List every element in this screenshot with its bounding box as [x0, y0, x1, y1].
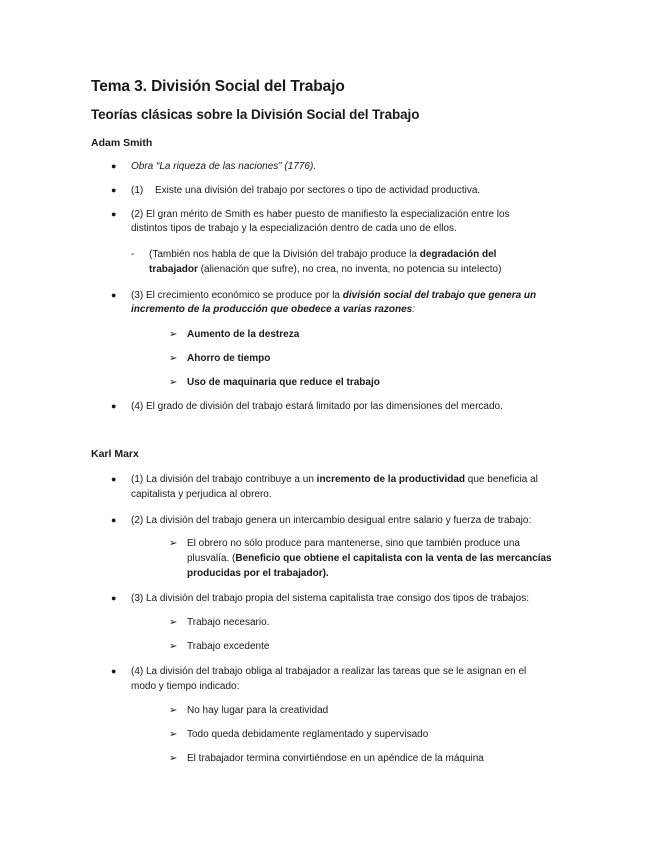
- bullet-marker: ●: [111, 290, 117, 300]
- marx-point-2: (2) La división del trabajo genera un intercambio desigual entre salario y fuerza de trabajo:: [131, 515, 532, 526]
- marx-work-type-item: Trabajo necesario.: [187, 617, 270, 628]
- marx-point-3: (3) La división del trabajo propia del sistema capitalista trae consigo dos tipos de trabajos:: [131, 593, 529, 604]
- arrow-bullet-icon: ➢: [169, 329, 178, 340]
- smith-point-2-line-1: (2) El gran mérito de Smith es haber puesto de manifiesto la especialización entre los: [131, 209, 510, 220]
- marx-consequence-item: No hay lugar para la creatividad: [187, 705, 329, 716]
- smith-point-3-line-2: incremento de la producción que obedece a varias razones:: [131, 304, 415, 315]
- section-heading-adam-smith: Adam Smith: [91, 137, 153, 149]
- marx-subpoint-line-3: producidas por el trabajador).: [187, 568, 329, 579]
- bullet-marker: ●: [111, 401, 117, 411]
- marx-point-1-line-2: capitalista y perjudica al obrero.: [131, 489, 272, 500]
- bullet-marker: ●: [111, 209, 117, 219]
- smith-point-3-line-1: (3) El crecimiento económico se produce por la división social del trabajo que genera un: [131, 290, 537, 301]
- bullet-marker: ●: [111, 593, 117, 603]
- bullet-marker: ●: [111, 474, 117, 484]
- marx-work-type-item: Trabajo excedente: [187, 641, 270, 652]
- bullet-marker: ●: [111, 185, 117, 195]
- bullet-marker: ●: [111, 161, 117, 171]
- bullet-marker: ●: [111, 515, 117, 525]
- smith-reason-item: Aumento de la destreza: [187, 329, 300, 340]
- arrow-bullet-icon: ➢: [169, 641, 178, 652]
- bullet-marker: ●: [111, 666, 117, 676]
- arrow-bullet-icon: ➢: [169, 753, 178, 764]
- smith-point-2-line-2: distintos tipos de trabajo y la especialización dentro de cada uno de ellos.: [131, 223, 457, 234]
- arrow-bullet-icon: ➢: [169, 617, 178, 628]
- marx-subpoint-line-1: El obrero no sólo produce para mantenerse, sino que también produce una: [187, 538, 520, 549]
- marx-point-4-line-2: modo y tiempo indicado:: [131, 681, 240, 692]
- marx-consequence-item: Todo queda debidamente reglamentado y supervisado: [187, 729, 429, 740]
- smith-point-4: (4) El grado de división del trabajo estará limitado por las dimensiones del mercado.: [131, 401, 503, 412]
- smith-subpoint-line-1: (También nos habla de que la División del trabajo produce la degradación del: [149, 249, 497, 260]
- dash-marker: -: [131, 249, 135, 260]
- arrow-bullet-icon: ➢: [169, 729, 178, 740]
- arrow-bullet-icon: ➢: [169, 377, 178, 388]
- section-heading-karl-marx: Karl Marx: [91, 448, 139, 460]
- smith-reason-item: Uso de maquinaria que reduce el trabajo: [187, 377, 380, 388]
- smith-point-1-text: Existe una división del trabajo por sectores o tipo de actividad productiva.: [155, 185, 481, 196]
- smith-reason-item: Ahorro de tiempo: [187, 353, 271, 364]
- smith-subpoint-line-2: trabajador (alienación que sufre), no crea, no inventa, no potencia su intelecto): [149, 264, 502, 275]
- marx-consequence-item: El trabajador termina convirtiéndose en un apéndice de la máquina: [187, 753, 484, 764]
- page-title: Tema 3. División Social del Trabajo: [91, 78, 345, 95]
- arrow-bullet-icon: ➢: [169, 538, 178, 549]
- marx-point-4-line-1: (4) La división del trabajo obliga al trabajador a realizar las tareas que se le asignan en el: [131, 666, 527, 677]
- marx-point-1-line-1: (1) La división del trabajo contribuye a un incremento de la productividad que beneficia al: [131, 474, 538, 485]
- arrow-bullet-icon: ➢: [169, 705, 178, 716]
- arrow-bullet-icon: ➢: [169, 353, 178, 364]
- page-subtitle: Teorías clásicas sobre la División Social del Trabajo: [91, 107, 420, 122]
- smith-point-work: Obra “La riqueza de las naciones” (1776).: [131, 161, 317, 172]
- smith-point-1-number: (1): [131, 185, 144, 196]
- marx-subpoint-line-2: plusvalía. (Beneficio que obtiene el capitalista con la venta de las mercancías: [187, 553, 552, 564]
